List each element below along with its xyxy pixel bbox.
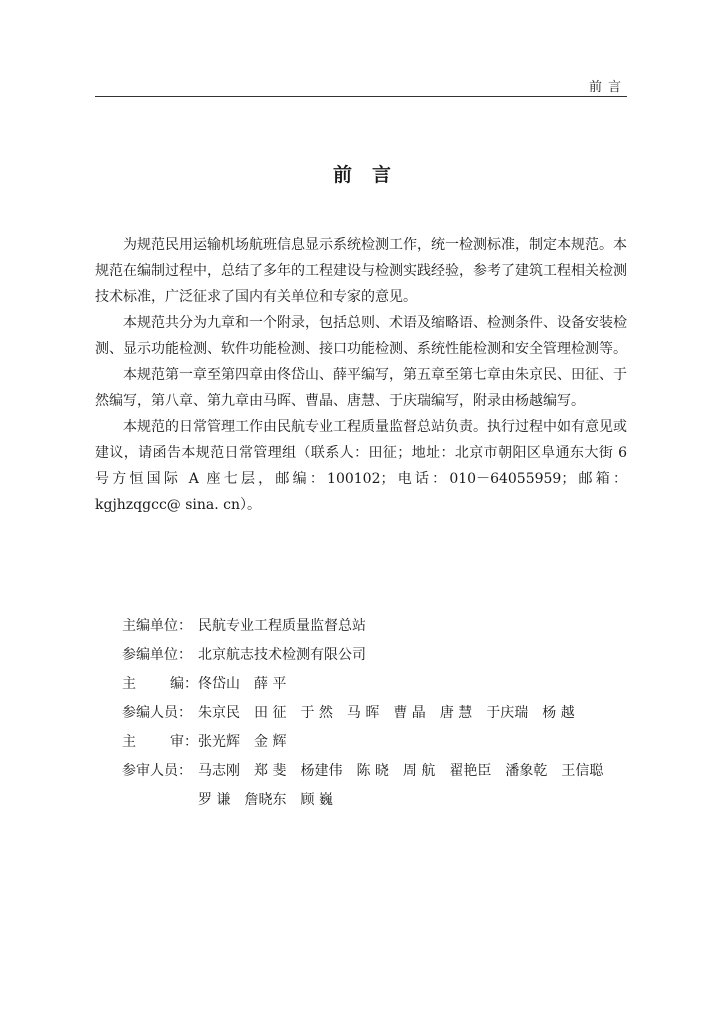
reviewers-row <box>122 757 627 815</box>
participating-editors-label: 参编人员： <box>122 705 192 721</box>
person-name: 杨 越 <box>542 705 575 721</box>
page-title: 前言 <box>332 164 411 186</box>
chief-reviewer-row: 主 审 ： 张光辉 金 辉 <box>122 728 627 757</box>
person-name: 佟岱山 <box>198 676 240 692</box>
person-name: 于庆瑞 <box>486 705 529 721</box>
chief-editor-row: 主 编 ： 佟岱山 薛 平 <box>122 670 627 699</box>
chief-editor-names <box>198 670 286 699</box>
reviewers-label: 参审人员： <box>122 763 192 779</box>
reviewers-names <box>198 757 627 815</box>
paragraph: 本规范共分为九章和一个附录，包括总则、术语及缩略语、检测条件、设备安装检测、显示功能检测、软件功能检测、接口功能检测、系统性能检测和安全管理检测等。 <box>95 315 627 357</box>
person-name: 潘象乾 <box>505 763 548 779</box>
person-name: 马志刚 <box>198 763 240 779</box>
person-name: 田 征 <box>254 705 287 721</box>
paragraph: 本规范第一章至第四章由佟岱山、薛平编写，第五章至第七章由朱京民、田征、于然编写，第八章、第九章由马晖、曹晶、唐慧、于庆瑞编写，附录由杨越编写。 <box>95 367 627 409</box>
chief-unit-row <box>122 612 627 641</box>
person-name: 王信聪 <box>561 763 604 779</box>
person-name: 杨建伟 <box>300 763 343 779</box>
person-name: 马 晖 <box>346 705 380 721</box>
participating-unit: 北京航志技术检测有限公司 <box>198 647 366 663</box>
person-name: 陈 晓 <box>356 763 389 779</box>
person-name: 金 辉 <box>254 734 287 750</box>
chief-editor-label: 主 编 <box>122 676 184 692</box>
participating-editors-row <box>122 699 627 728</box>
person-name: 罗 谦 <box>198 792 231 808</box>
running-header-title: 前言 <box>588 80 627 95</box>
running-header <box>95 76 627 97</box>
paragraph: 本规范的日常管理工作由民航专业工程质量监督总站负责。执行过程中如有意见或建议，请函告本规范日常管理组（联系人：田征；地址：北京市朝阳区阜通东大街 6 号方恒国际 A 座七层，邮编：100102；电话：010－64055959；邮箱：kgjhzqgcc@ sina. cn）。 <box>95 419 627 513</box>
preface-body <box>95 232 627 518</box>
participating-editors-names <box>198 699 575 728</box>
chief-reviewer-label: 主 审 <box>122 734 184 750</box>
chief-unit-label: 主编单位： <box>122 618 192 634</box>
person-name: 曹 晶 <box>393 705 426 721</box>
chief-unit: 民航专业工程质量监督总站 <box>198 618 366 634</box>
person-name: 朱京民 <box>198 705 240 721</box>
person-name: 郑 斐 <box>254 763 287 779</box>
paragraph: 为规范民用运输机场航班信息显示系统检测工作，统一检测标准，制定本规范。本规范在编制过程中，总结了多年的工程建设与检测实践经验，参考了建筑工程相关检测技术标准，广泛征求了国内有关单位和专家的意见。 <box>95 237 627 305</box>
participating-unit-label: 参编单位： <box>122 647 192 663</box>
person-name: 顾 巍 <box>300 792 333 808</box>
person-name: 于 然 <box>300 705 333 721</box>
chief-reviewer-names <box>198 728 286 757</box>
person-name: 张光辉 <box>198 734 240 750</box>
person-name: 詹晓东 <box>244 792 287 808</box>
staff-list <box>122 612 627 815</box>
participating-unit-row <box>122 641 627 670</box>
person-name: 薛 平 <box>254 676 287 692</box>
person-name: 周 航 <box>402 763 436 779</box>
person-name: 翟艳臣 <box>449 763 492 779</box>
person-name: 唐 慧 <box>439 705 473 721</box>
